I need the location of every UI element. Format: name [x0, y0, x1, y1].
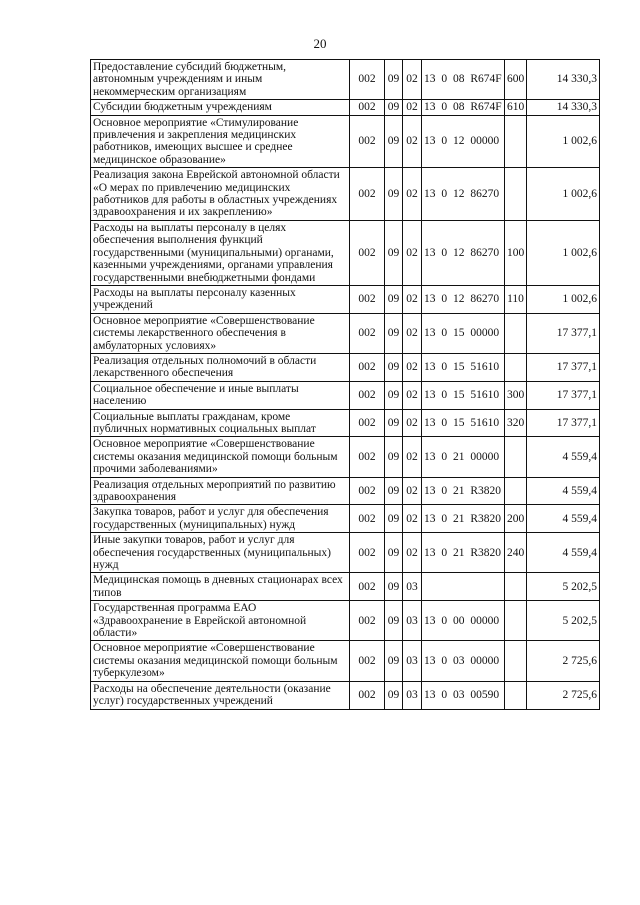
amount: 2 725,6: [527, 641, 600, 681]
expense-name: Государственная программа ЕАО «Здравоохранение в Еврейской автономной области»: [91, 601, 350, 641]
expense-type-code: 600: [505, 60, 527, 100]
subsection-code: 02: [403, 285, 422, 313]
target-article-code: 13 0 21 R3820: [422, 505, 505, 533]
section-code: 09: [385, 533, 403, 573]
subsection-code: 03: [403, 681, 422, 709]
ministry-code: 002: [350, 381, 385, 409]
expense-type-code: 110: [505, 285, 527, 313]
expense-type-code: 200: [505, 505, 527, 533]
section-code: 09: [385, 409, 403, 437]
expense-type-code: [505, 437, 527, 477]
section-code: 09: [385, 681, 403, 709]
subsection-code: 03: [403, 601, 422, 641]
table-row: [91, 381, 600, 409]
ministry-code: 002: [350, 533, 385, 573]
target-article-code: 13 0 15 51610: [422, 409, 505, 437]
subsection-code: 02: [403, 477, 422, 505]
expense-type-code: 320: [505, 409, 527, 437]
expense-name: Медицинская помощь в дневных стационарах всех типов: [91, 573, 350, 601]
ministry-code: 002: [350, 641, 385, 681]
target-article-code: 13 0 21 R3820: [422, 477, 505, 505]
ministry-code: 002: [350, 115, 385, 168]
section-code: 09: [385, 168, 403, 221]
amount: 4 559,4: [527, 477, 600, 505]
amount: 1 002,6: [527, 285, 600, 313]
subsection-code: 02: [403, 381, 422, 409]
expense-type-code: 100: [505, 220, 527, 285]
table-row: [91, 285, 600, 313]
subsection-code: 02: [403, 437, 422, 477]
amount: 1 002,6: [527, 220, 600, 285]
table-row: [91, 409, 600, 437]
expense-name: Расходы на выплаты персоналу в целях обеспечения выполнения функций государственными (муниципальными) органами, казенными учреждениями, органами управления государственными внебюджетными фондами: [91, 220, 350, 285]
section-code: 09: [385, 285, 403, 313]
amount: 5 202,5: [527, 573, 600, 601]
table-body: [91, 60, 600, 710]
target-article-code: 13 0 12 86270: [422, 220, 505, 285]
expense-name: Предоставление субсидий бюджетным, автономным учреждениям и иным некоммерческим организациям: [91, 60, 350, 100]
amount: 17 377,1: [527, 381, 600, 409]
target-article-code: 13 0 21 R3820: [422, 533, 505, 573]
section-code: 09: [385, 505, 403, 533]
expense-type-code: [505, 477, 527, 505]
target-article-code: 13 0 15 00000: [422, 313, 505, 353]
subsection-code: 02: [403, 220, 422, 285]
table-row: [91, 641, 600, 681]
section-code: 09: [385, 437, 403, 477]
ministry-code: 002: [350, 313, 385, 353]
ministry-code: 002: [350, 437, 385, 477]
expense-name: Закупка товаров, работ и услуг для обеспечения государственных (муниципальных) нужд: [91, 505, 350, 533]
section-code: 09: [385, 220, 403, 285]
table-row: [91, 100, 600, 115]
target-article-code: 13 0 12 86270: [422, 168, 505, 221]
amount: 5 202,5: [527, 601, 600, 641]
expense-type-code: 240: [505, 533, 527, 573]
section-code: 09: [385, 477, 403, 505]
subsection-code: 02: [403, 353, 422, 381]
section-code: 09: [385, 60, 403, 100]
table-row: [91, 353, 600, 381]
expense-name: Основное мероприятие «Совершенствование системы оказания медицинской помощи больным туберкулезом»: [91, 641, 350, 681]
ministry-code: 002: [350, 60, 385, 100]
expense-name: Реализация отдельных мероприятий по развитию здравоохранения: [91, 477, 350, 505]
amount: 17 377,1: [527, 353, 600, 381]
target-article-code: 13 0 12 00000: [422, 115, 505, 168]
subsection-code: 02: [403, 409, 422, 437]
table-row: [91, 477, 600, 505]
table-row: [91, 533, 600, 573]
ministry-code: 002: [350, 601, 385, 641]
section-code: 09: [385, 601, 403, 641]
table-row: [91, 505, 600, 533]
target-article-code: [422, 573, 505, 601]
expense-type-code: [505, 168, 527, 221]
ministry-code: 002: [350, 477, 385, 505]
expense-name: Социальные выплаты гражданам, кроме публичных нормативных социальных выплат: [91, 409, 350, 437]
section-code: 09: [385, 100, 403, 115]
expense-type-code: [505, 115, 527, 168]
section-code: 09: [385, 641, 403, 681]
amount: 4 559,4: [527, 437, 600, 477]
expense-name: Субсидии бюджетным учреждениям: [91, 100, 350, 115]
ministry-code: 002: [350, 505, 385, 533]
page-number: 20: [313, 36, 327, 51]
target-article-code: 13 0 15 51610: [422, 381, 505, 409]
section-code: 09: [385, 313, 403, 353]
ministry-code: 002: [350, 220, 385, 285]
ministry-code: 002: [350, 573, 385, 601]
subsection-code: 02: [403, 505, 422, 533]
section-code: 09: [385, 573, 403, 601]
amount: 1 002,6: [527, 115, 600, 168]
amount: 1 002,6: [527, 168, 600, 221]
subsection-code: 02: [403, 168, 422, 221]
target-article-code: 13 0 03 00590: [422, 681, 505, 709]
target-article-code: 13 0 21 00000: [422, 437, 505, 477]
amount: 4 559,4: [527, 533, 600, 573]
expense-type-code: [505, 681, 527, 709]
table-row: [91, 313, 600, 353]
expense-name: Основное мероприятие «Стимулирование привлечения и закрепления медицинских работников, имеющих высшее и среднее медицинское образование»: [91, 115, 350, 168]
ministry-code: 002: [350, 353, 385, 381]
expense-type-code: [505, 641, 527, 681]
subsection-code: 02: [403, 313, 422, 353]
target-article-code: 13 0 08 R674F: [422, 60, 505, 100]
section-code: 09: [385, 381, 403, 409]
ministry-code: 002: [350, 681, 385, 709]
expense-type-code: [505, 313, 527, 353]
subsection-code: 02: [403, 100, 422, 115]
expense-type-code: [505, 601, 527, 641]
table-row: [91, 168, 600, 221]
section-code: 09: [385, 115, 403, 168]
target-article-code: 13 0 15 51610: [422, 353, 505, 381]
expense-name: Реализация отдельных полномочий в области лекарственного обеспечения: [91, 353, 350, 381]
ministry-code: 002: [350, 100, 385, 115]
table-row: [91, 115, 600, 168]
expense-type-code: 300: [505, 381, 527, 409]
subsection-code: 03: [403, 641, 422, 681]
amount: 14 330,3: [527, 100, 600, 115]
table-row: [91, 681, 600, 709]
subsection-code: 02: [403, 533, 422, 573]
table-row: [91, 60, 600, 100]
expense-name: Расходы на обеспечение деятельности (оказание услуг) государственных учреждений: [91, 681, 350, 709]
target-article-code: 13 0 08 R674F: [422, 100, 505, 115]
table-row: [91, 437, 600, 477]
target-article-code: 13 0 12 86270: [422, 285, 505, 313]
amount: 14 330,3: [527, 60, 600, 100]
expense-name: Основное мероприятие «Совершенствование системы лекарственного обеспечения в амбулаторных условиях»: [91, 313, 350, 353]
subsection-code: 03: [403, 573, 422, 601]
section-code: 09: [385, 353, 403, 381]
table-row: [91, 601, 600, 641]
amount: 17 377,1: [527, 409, 600, 437]
expense-name: Расходы на выплаты персоналу казенных учреждений: [91, 285, 350, 313]
ministry-code: 002: [350, 168, 385, 221]
expense-type-code: [505, 573, 527, 601]
ministry-code: 002: [350, 285, 385, 313]
ministry-code: 002: [350, 409, 385, 437]
expense-name: Иные закупки товаров, работ и услуг для обеспечения государственных (муниципальных) нужд: [91, 533, 350, 573]
budget-table: [90, 59, 600, 710]
subsection-code: 02: [403, 115, 422, 168]
expense-name: Социальное обеспечение и иные выплаты населению: [91, 381, 350, 409]
table-row: [91, 573, 600, 601]
table-row: [91, 220, 600, 285]
target-article-code: 13 0 00 00000: [422, 601, 505, 641]
amount: 4 559,4: [527, 505, 600, 533]
subsection-code: 02: [403, 60, 422, 100]
expense-name: Реализация закона Еврейской автономной области «О мерах по привлечению медицинских работников для работы в областных учреждениях здравоохранения и их закреплению»: [91, 168, 350, 221]
amount: 17 377,1: [527, 313, 600, 353]
expense-type-code: [505, 353, 527, 381]
expense-type-code: 610: [505, 100, 527, 115]
amount: 2 725,6: [527, 681, 600, 709]
target-article-code: 13 0 03 00000: [422, 641, 505, 681]
expense-name: Основное мероприятие «Совершенствование системы оказания медицинской помощи больным прочими заболеваниями»: [91, 437, 350, 477]
